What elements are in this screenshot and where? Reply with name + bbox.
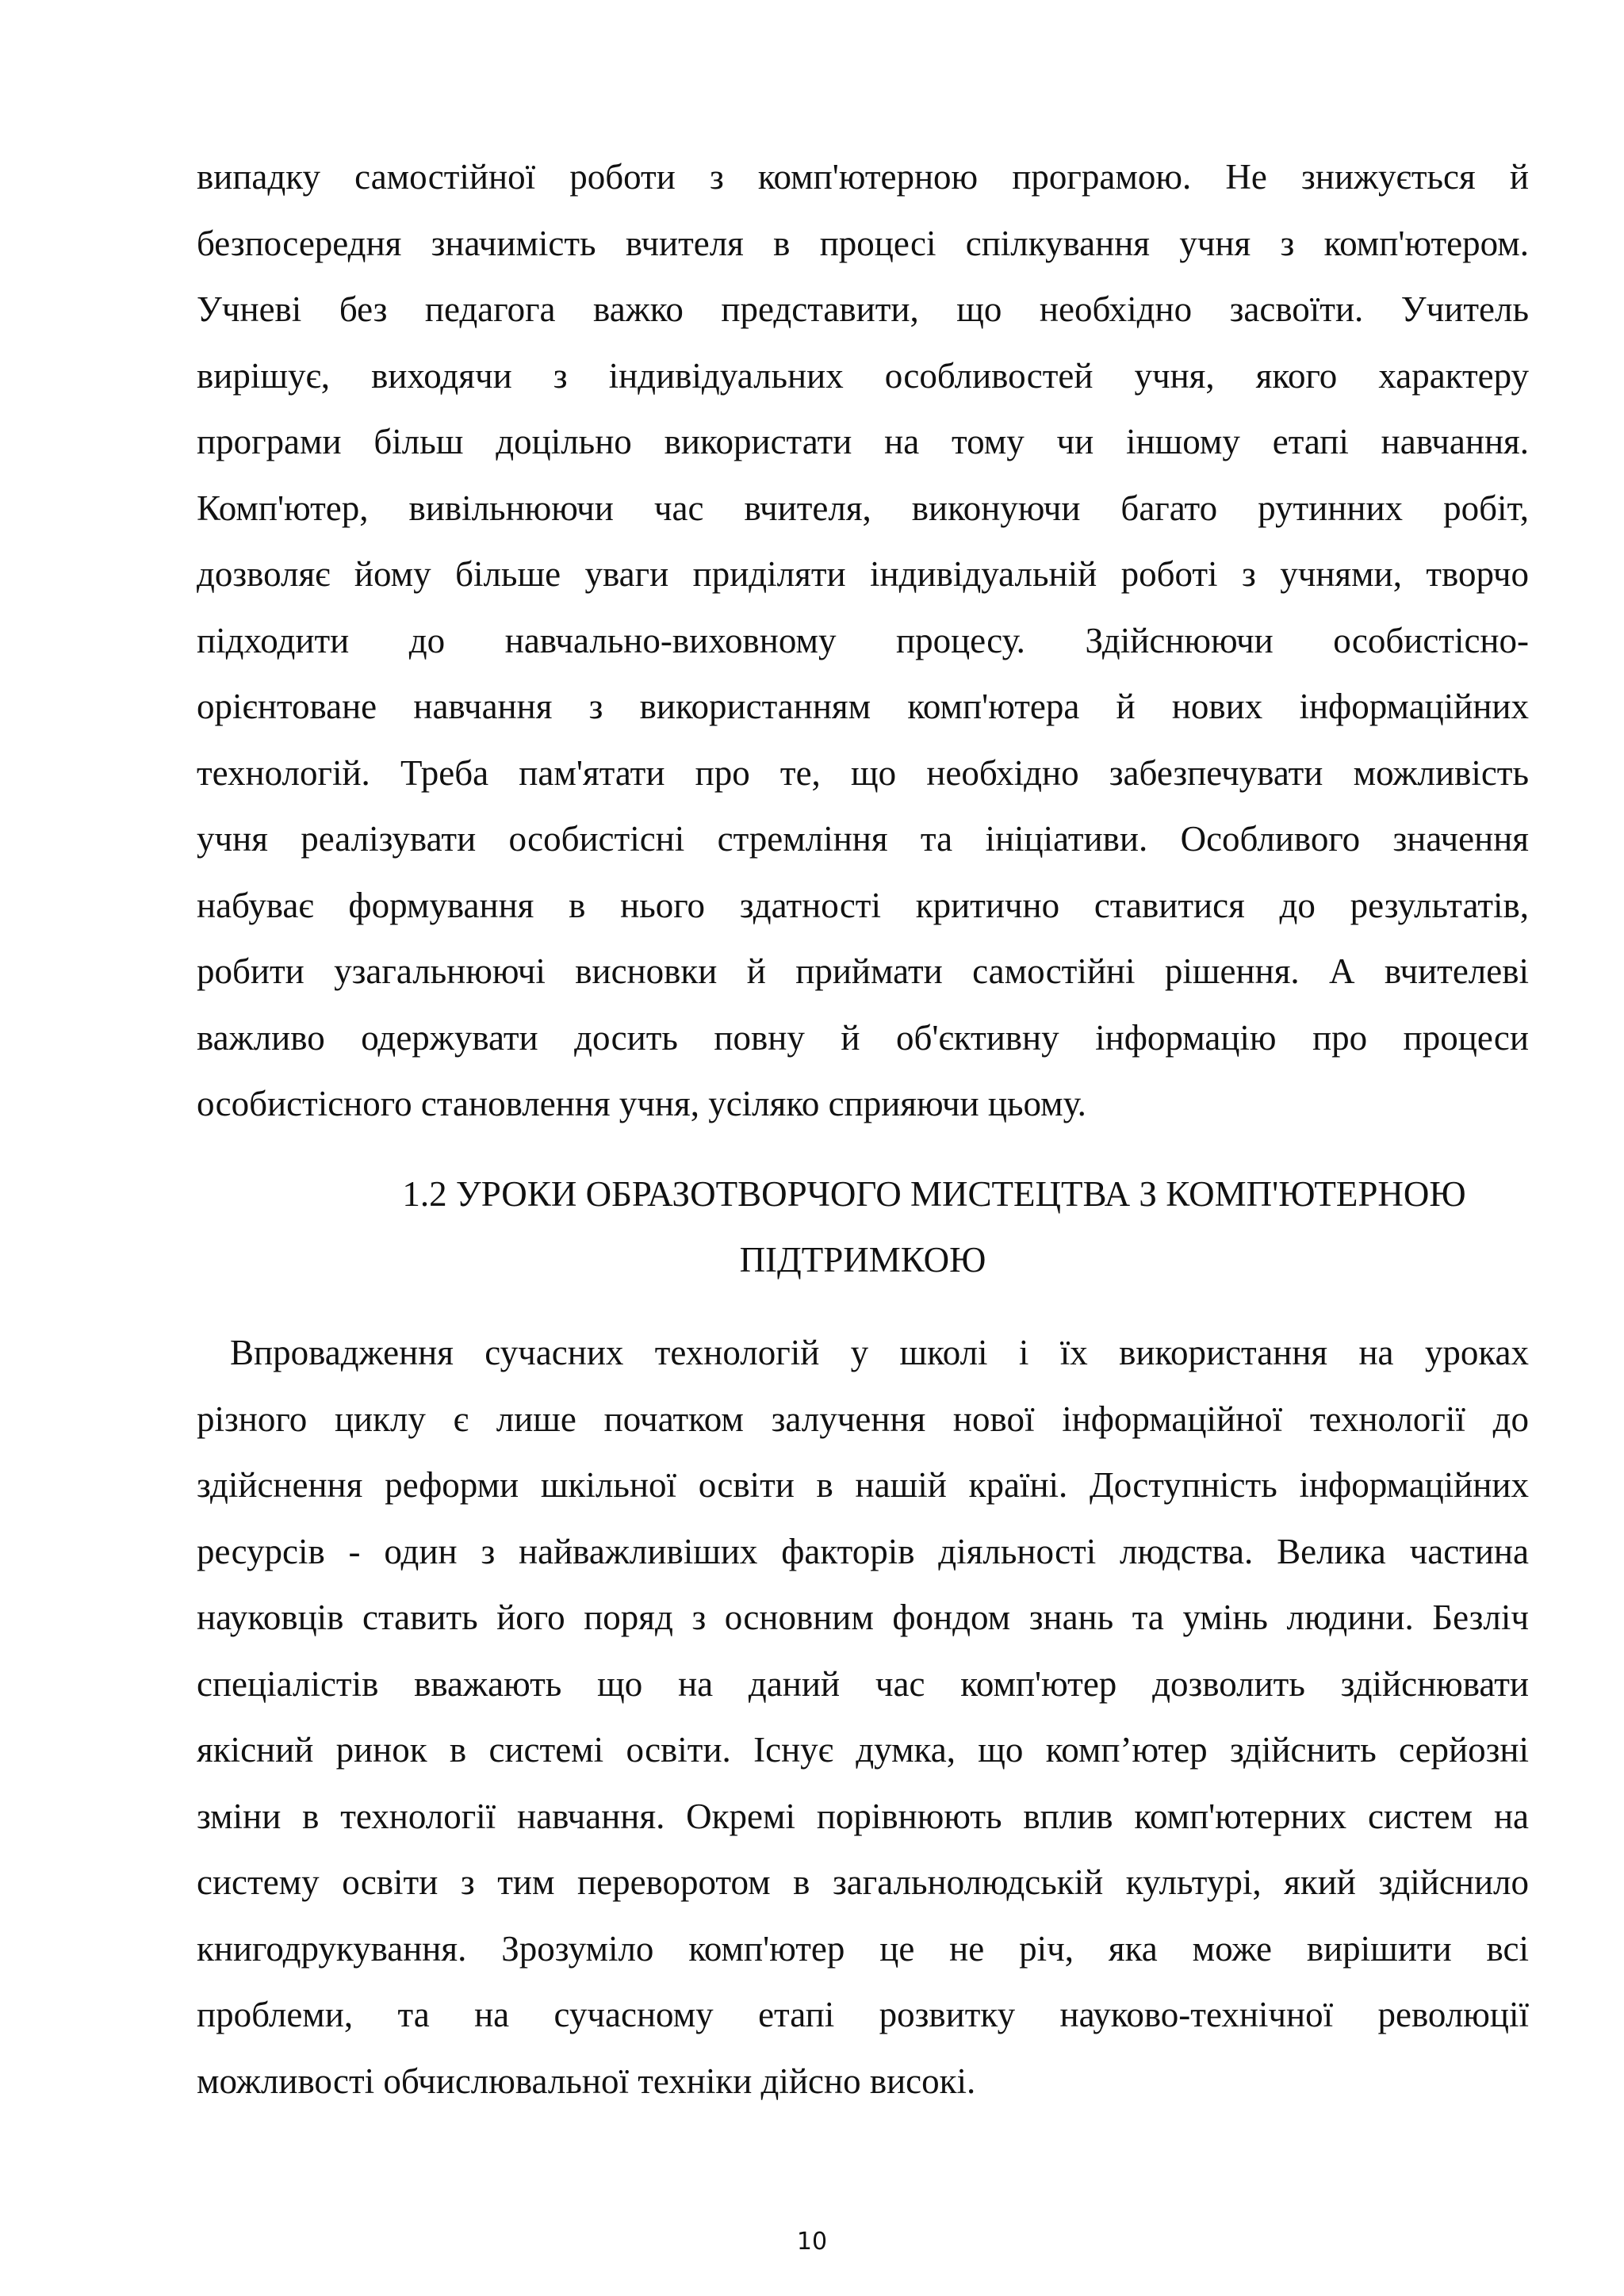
paragraph-line: різного циклу є лише початком залучення нової інформаційної технології до: [197, 1399, 1529, 1439]
paragraph-line: проблеми, та на сучасному етапі розвитку науково-технічної революції: [197, 1995, 1529, 2034]
paragraph-line: орієнтоване навчання з використанням комп'ютера й нових інформаційних: [197, 687, 1529, 726]
paragraph-line: спеціалістів вважають що на даний час комп'ютер дозволить здійснювати: [197, 1663, 1529, 1704]
paragraph-line: можливості обчислювальної техніки дійсно високі.: [197, 2061, 976, 2101]
paragraph-line: важливо одержувати досить повну й об'єктивну інформацію про процеси: [197, 1017, 1529, 1058]
paragraph-line: Впровадження сучасних технологій у школі і їх використання на уроках: [230, 1333, 1529, 1372]
paragraph-line: учня реалізувати особистісні стремління та ініціативи. Особливого значення: [197, 819, 1529, 859]
paragraph-line: Комп'ютер, вивільнюючи час вчителя, виконуючи багато рутинних робіт,: [197, 488, 1529, 528]
paragraph-line: дозволяє йому більше уваги приділяти індивідуальній роботі з учнями, творчо: [197, 554, 1529, 594]
paragraph-line: робити узагальнюючі висновки й приймати самостійні рішення. А вчителеві: [197, 951, 1529, 991]
paragraph-line: вирішує, виходячи з індивідуальних особливостей учня, якого характеру: [197, 355, 1529, 396]
paragraph-line: технологій. Треба пам'ятати про те, що необхідно забезпечувати можливість: [197, 752, 1529, 793]
paragraph-line: якісний ринок в системі освіти. Існує думка, що комп’ютер здійснить серйозні: [197, 1730, 1529, 1770]
paragraph-line: Учневі без педагога важко представити, що необхідно засвоїти. Учитель: [197, 289, 1529, 329]
paragraph-line: ресурсів - один з найважливіших факторів діяльності людства. Велика частина: [197, 1531, 1529, 1571]
paragraph-line: систему освіти з тим переворотом в загальнолюдській культурі, який здійснило: [197, 1862, 1529, 1902]
section-heading-line-1: 1.2 УРОКИ ОБРАЗОТВОРЧОГО МИСТЕЦТВА З КОМП'ЮТЕРНОЮ: [402, 1174, 1466, 1214]
paragraph-line: програми більш доцільно використати на тому чи іншому етапі навчання.: [197, 422, 1529, 461]
body-paragraph-2: [197, 1320, 1529, 2114]
paragraph-line: здійснення реформи шкільної освіти в нашій країні. Доступність інформаційних: [197, 1465, 1529, 1505]
paragraph-line: безпосередня значимість вчителя в процесі спілкування учня з комп'ютером.: [197, 223, 1529, 263]
paragraph-line: підходити до навчально-виховному процесу. Здійснюючи особистісно-: [197, 620, 1529, 660]
paragraph-line: випадку самостійної роботи з комп'ютерною програмою. Не знижується й: [197, 157, 1529, 197]
section-heading-line-2: ПІДТРИМКОЮ: [739, 1240, 986, 1280]
page-number: 10: [796, 2228, 828, 2256]
paragraph-line: зміни в технології навчання. Окремі порівнюють вплив комп'ютерних систем на: [197, 1796, 1529, 1836]
body-paragraph-1: [197, 144, 1529, 1138]
paragraph-line: особистісного становлення учня, усіляко сприяючи цьому.: [197, 1084, 1086, 1123]
paragraph-line: набуває формування в нього здатності критично ставитися до результатів,: [197, 885, 1529, 925]
section-heading: [197, 1161, 1529, 1293]
paragraph-line: науковців ставить його поряд з основним фондом знань та умінь людини. Безліч: [197, 1598, 1529, 1637]
paragraph-line: книгодрукування. Зрозуміло комп'ютер це не річ, яка може вирішити всі: [197, 1928, 1529, 1969]
